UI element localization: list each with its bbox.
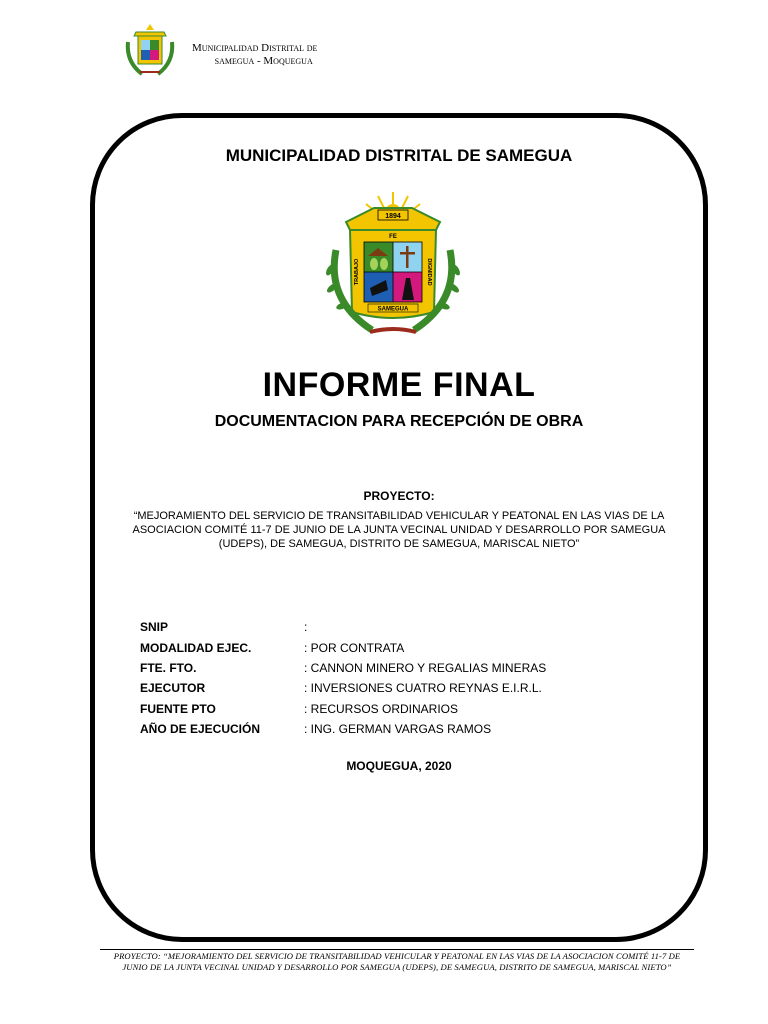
detail-value: : INVERSIONES CUATRO REYNAS E.I.R.L. xyxy=(304,681,542,696)
detail-key: AÑO DE EJECUCIÓN xyxy=(140,722,261,737)
detail-key: FTE. FTO. xyxy=(140,660,197,675)
detail-row xyxy=(140,617,546,637)
detail-key: FUENTE PTO xyxy=(140,701,216,716)
header-org-line2: samegua - Moquegua xyxy=(214,55,313,67)
detail-row xyxy=(140,699,546,719)
main-title: INFORME FINAL xyxy=(262,366,536,404)
detail-row xyxy=(140,658,546,678)
detail-value: : ING. GERMAN VARGAS RAMOS xyxy=(304,722,492,737)
emblem-motto-left: TRABAJO xyxy=(354,258,360,286)
header-org-line1: Municipalidad Distrital de xyxy=(192,42,318,54)
project-label: PROYECTO: xyxy=(363,489,435,503)
detail-value: : RECURSOS ORDINARIOS xyxy=(304,701,459,716)
detail-row xyxy=(140,678,546,698)
detail-row xyxy=(140,637,546,657)
detail-value: : xyxy=(304,620,308,635)
detail-key: MODALIDAD EJEC. xyxy=(140,640,252,655)
place-date: MOQUEGUA, 2020 xyxy=(346,759,452,773)
detail-row xyxy=(140,719,546,739)
project-details xyxy=(140,617,546,739)
emblem-name: SAMEGUA xyxy=(377,306,409,313)
samegua-coat-of-arms-icon xyxy=(316,190,470,346)
org-title: MUNICIPALIDAD DISTRITAL DE SAMEGUA xyxy=(225,146,573,165)
detail-key: EJECUTOR xyxy=(140,681,206,696)
header-org-name xyxy=(192,42,317,68)
detail-key: SNIP xyxy=(140,620,169,635)
page-footer: PROYECTO: “MEJORAMIENTO DEL SERVICIO DE TRANSITABILIDAD VEHICULAR Y PEATONAL EN LAS VIAS DE LA ASOCIACION COMITÉ 11-7 DE JUNIO DE LA JUNTA VECINAL UNIDAD Y DESARROLLO POR SAMEGUA (UDEPS), DE SAMEGUA, DISTRITO DE SAMEGUA, MARISCAL NIETO” xyxy=(100,949,694,973)
emblem-motto-right: DIGNIDAD xyxy=(426,258,432,286)
detail-value: : POR CONTRATA xyxy=(304,640,405,655)
project-description: “MEJORAMIENTO DEL SERVICIO DE TRANSITABILIDAD VEHICULAR Y PEATONAL EN LAS VIAS DE LA ASOCIACION COMITÉ 11-7 DE JUNIO DE LA JUNTA VECINAL UNIDAD Y DESARROLLO POR SAMEGUA (UDEPS), DE SAMEGUA, DISTRITO DE SAMEGUA, MARISCAL NIETO” xyxy=(132,510,666,550)
emblem-motto-top: FE xyxy=(389,234,397,240)
detail-value: : CANNON MINERO Y REGALIAS MINERAS xyxy=(304,660,547,675)
emblem-year: 1894 xyxy=(385,213,401,220)
subtitle: DOCUMENTACION PARA RECEPCIÓN DE OBRA xyxy=(214,413,584,430)
municipal-shield-icon xyxy=(122,22,178,78)
